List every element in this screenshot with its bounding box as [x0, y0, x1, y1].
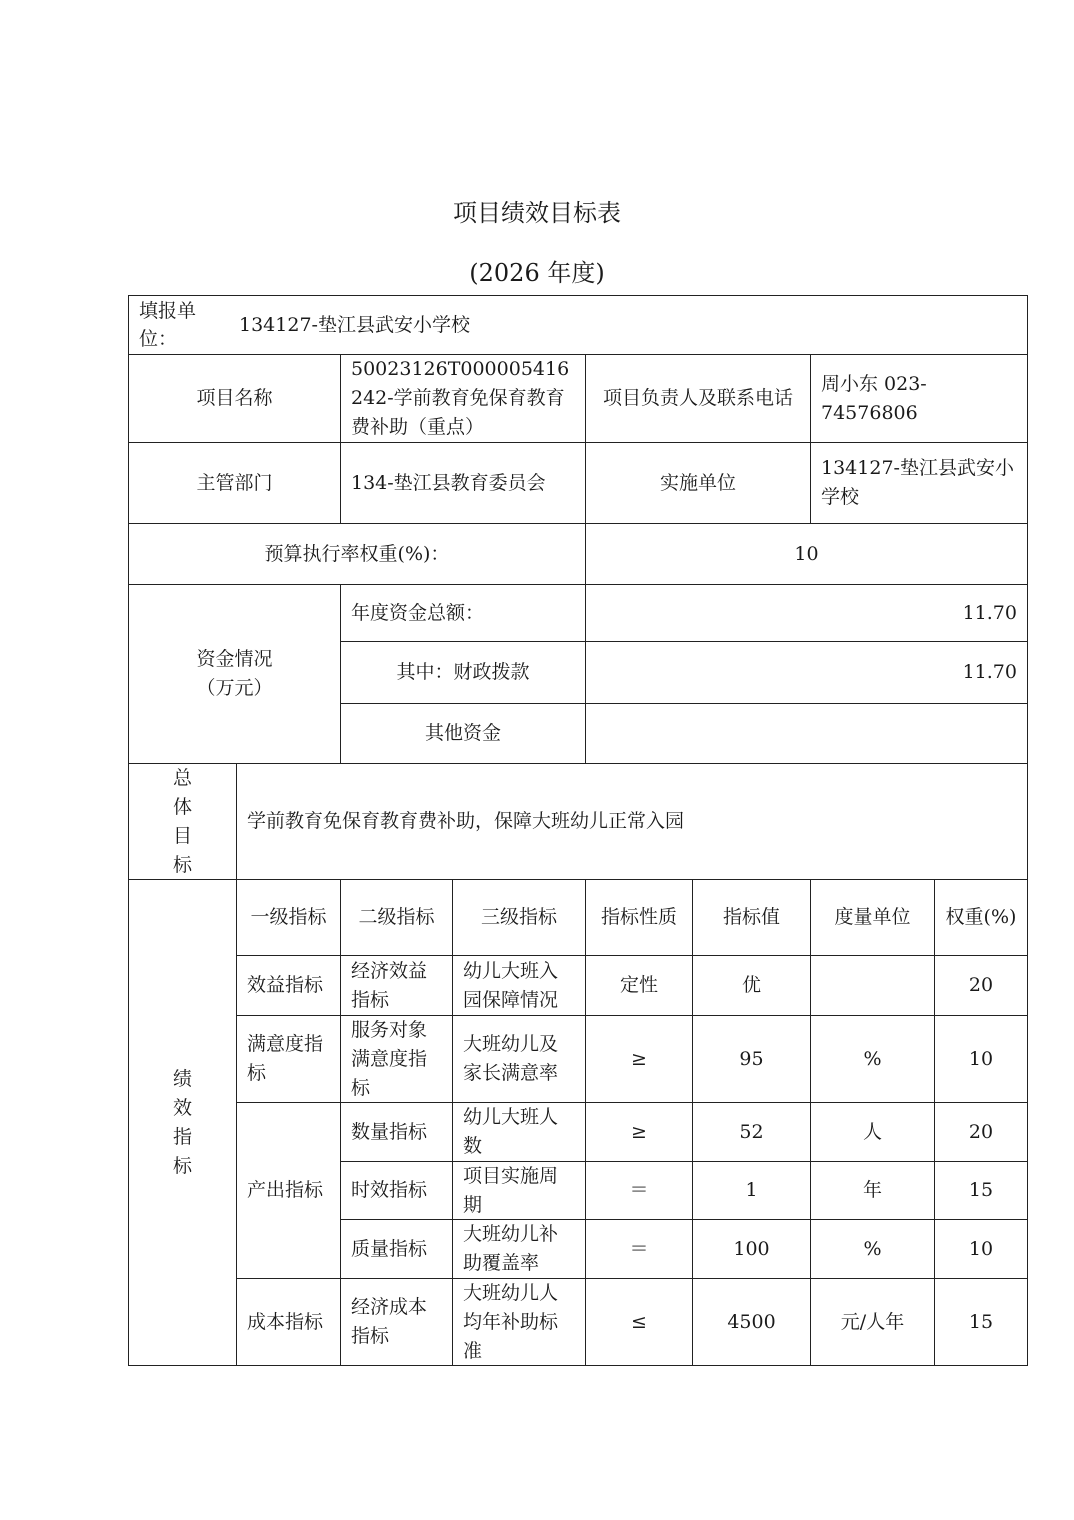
- funds-fiscal-value: 11.70: [585, 641, 1028, 704]
- funds-label: 资金情况（万元）: [128, 584, 341, 764]
- unit-row: [128, 295, 1028, 355]
- funds-total-label: 年度资金总额：: [340, 584, 586, 642]
- indicator-weight: 10: [934, 1015, 1028, 1103]
- indicator-value: 优: [692, 955, 811, 1016]
- indicator-l2: 经济成本指标: [340, 1278, 453, 1366]
- unit-label: 填报单位：: [139, 300, 197, 350]
- indicator-l3: 幼儿大班人数: [452, 1102, 586, 1162]
- page-subtitle: (2026 年度): [469, 259, 605, 287]
- indicator-value: 4500: [692, 1278, 811, 1366]
- indicator-l1: 效益指标: [236, 955, 341, 1016]
- indicator-weight: 15: [934, 1278, 1028, 1366]
- indicator-l2: 经济效益指标: [340, 955, 453, 1016]
- header-l2: 二级指标: [340, 879, 453, 956]
- indicator-unit: %: [810, 1015, 935, 1103]
- project-name-label: 项目名称: [128, 354, 341, 443]
- contact-value: 周小东 023-74576806: [810, 354, 1028, 443]
- unit-value: 134127-垫江县武安小学校: [239, 313, 470, 336]
- indicator-weight: 20: [934, 955, 1028, 1016]
- indicator-value: 100: [692, 1219, 811, 1279]
- funds-total-value: 11.70: [585, 584, 1028, 642]
- indicator-weight: 20: [934, 1102, 1028, 1162]
- indicator-unit: 年: [810, 1161, 935, 1220]
- overall-goal-value: 学前教育免保育教育费补助，保障大班幼儿正常入园: [236, 763, 1028, 880]
- indicator-l1: 满意度指标: [236, 1015, 341, 1103]
- indicator-nature: ≤: [585, 1278, 693, 1366]
- implementer-value: 134127-垫江县武安小学校: [810, 442, 1028, 524]
- performance-label: [128, 879, 237, 1366]
- header-unit: 度量单位: [810, 879, 935, 956]
- contact-label: 项目负责人及联系电话: [585, 354, 811, 443]
- department-value: 134-垫江县教育委员会: [340, 442, 586, 524]
- funds-fiscal-label: 其中：财政拨款: [340, 641, 586, 704]
- implementer-label: 实施单位: [585, 442, 811, 524]
- indicator-unit: %: [810, 1219, 935, 1279]
- department-label: 主管部门: [128, 442, 341, 524]
- indicator-unit: 人: [810, 1102, 935, 1162]
- indicator-nature: ＝: [585, 1161, 693, 1220]
- indicator-l3: 大班幼儿人均年补助标准: [452, 1278, 586, 1366]
- header-value: 指标值: [692, 879, 811, 956]
- funds-other-value: [585, 703, 1028, 764]
- header-l1: 一级指标: [236, 879, 341, 956]
- indicator-l3: 项目实施周期: [452, 1161, 586, 1220]
- budget-weight-value: 10: [585, 523, 1028, 585]
- overall-goal-label-text: 总体目标: [173, 766, 193, 876]
- indicator-unit: 元/人年: [810, 1278, 935, 1366]
- indicator-nature: ＝: [585, 1219, 693, 1279]
- indicator-l3: 大班幼儿补助覆盖率: [452, 1219, 586, 1279]
- budget-weight-label: 预算执行率权重(%)：: [128, 523, 586, 585]
- header-weight: 权重(%): [934, 879, 1028, 956]
- indicator-l2: 服务对象满意度指标: [340, 1015, 453, 1103]
- funds-other-label: 其他资金: [340, 703, 586, 764]
- indicator-nature: ≥: [585, 1015, 693, 1103]
- indicator-value: 1: [692, 1161, 811, 1220]
- indicator-l1: 成本指标: [236, 1278, 341, 1366]
- indicator-l3: 幼儿大班入园保障情况: [452, 955, 586, 1016]
- project-name-value: 50023126T000005416242-学前教育免保育教育费补助（重点）: [340, 354, 586, 443]
- overall-goal-label: [128, 763, 237, 880]
- indicator-weight: 15: [934, 1161, 1028, 1220]
- header-nature: 指标性质: [585, 879, 693, 956]
- page-title: 项目绩效目标表: [453, 199, 621, 227]
- indicator-value: 95: [692, 1015, 811, 1103]
- indicator-value: 52: [692, 1102, 811, 1162]
- indicator-weight: 10: [934, 1219, 1028, 1279]
- indicator-l1: 产出指标: [236, 1102, 341, 1279]
- indicator-l2: 数量指标: [340, 1102, 453, 1162]
- indicator-l2: 质量指标: [340, 1219, 453, 1279]
- performance-label-text: 绩效指标: [173, 1067, 193, 1177]
- indicator-unit: [810, 955, 935, 1016]
- indicator-l2: 时效指标: [340, 1161, 453, 1220]
- indicator-l3: 大班幼儿及家长满意率: [452, 1015, 586, 1103]
- header-l3: 三级指标: [452, 879, 586, 956]
- indicator-nature: ≥: [585, 1102, 693, 1162]
- indicator-nature: 定性: [585, 955, 693, 1016]
